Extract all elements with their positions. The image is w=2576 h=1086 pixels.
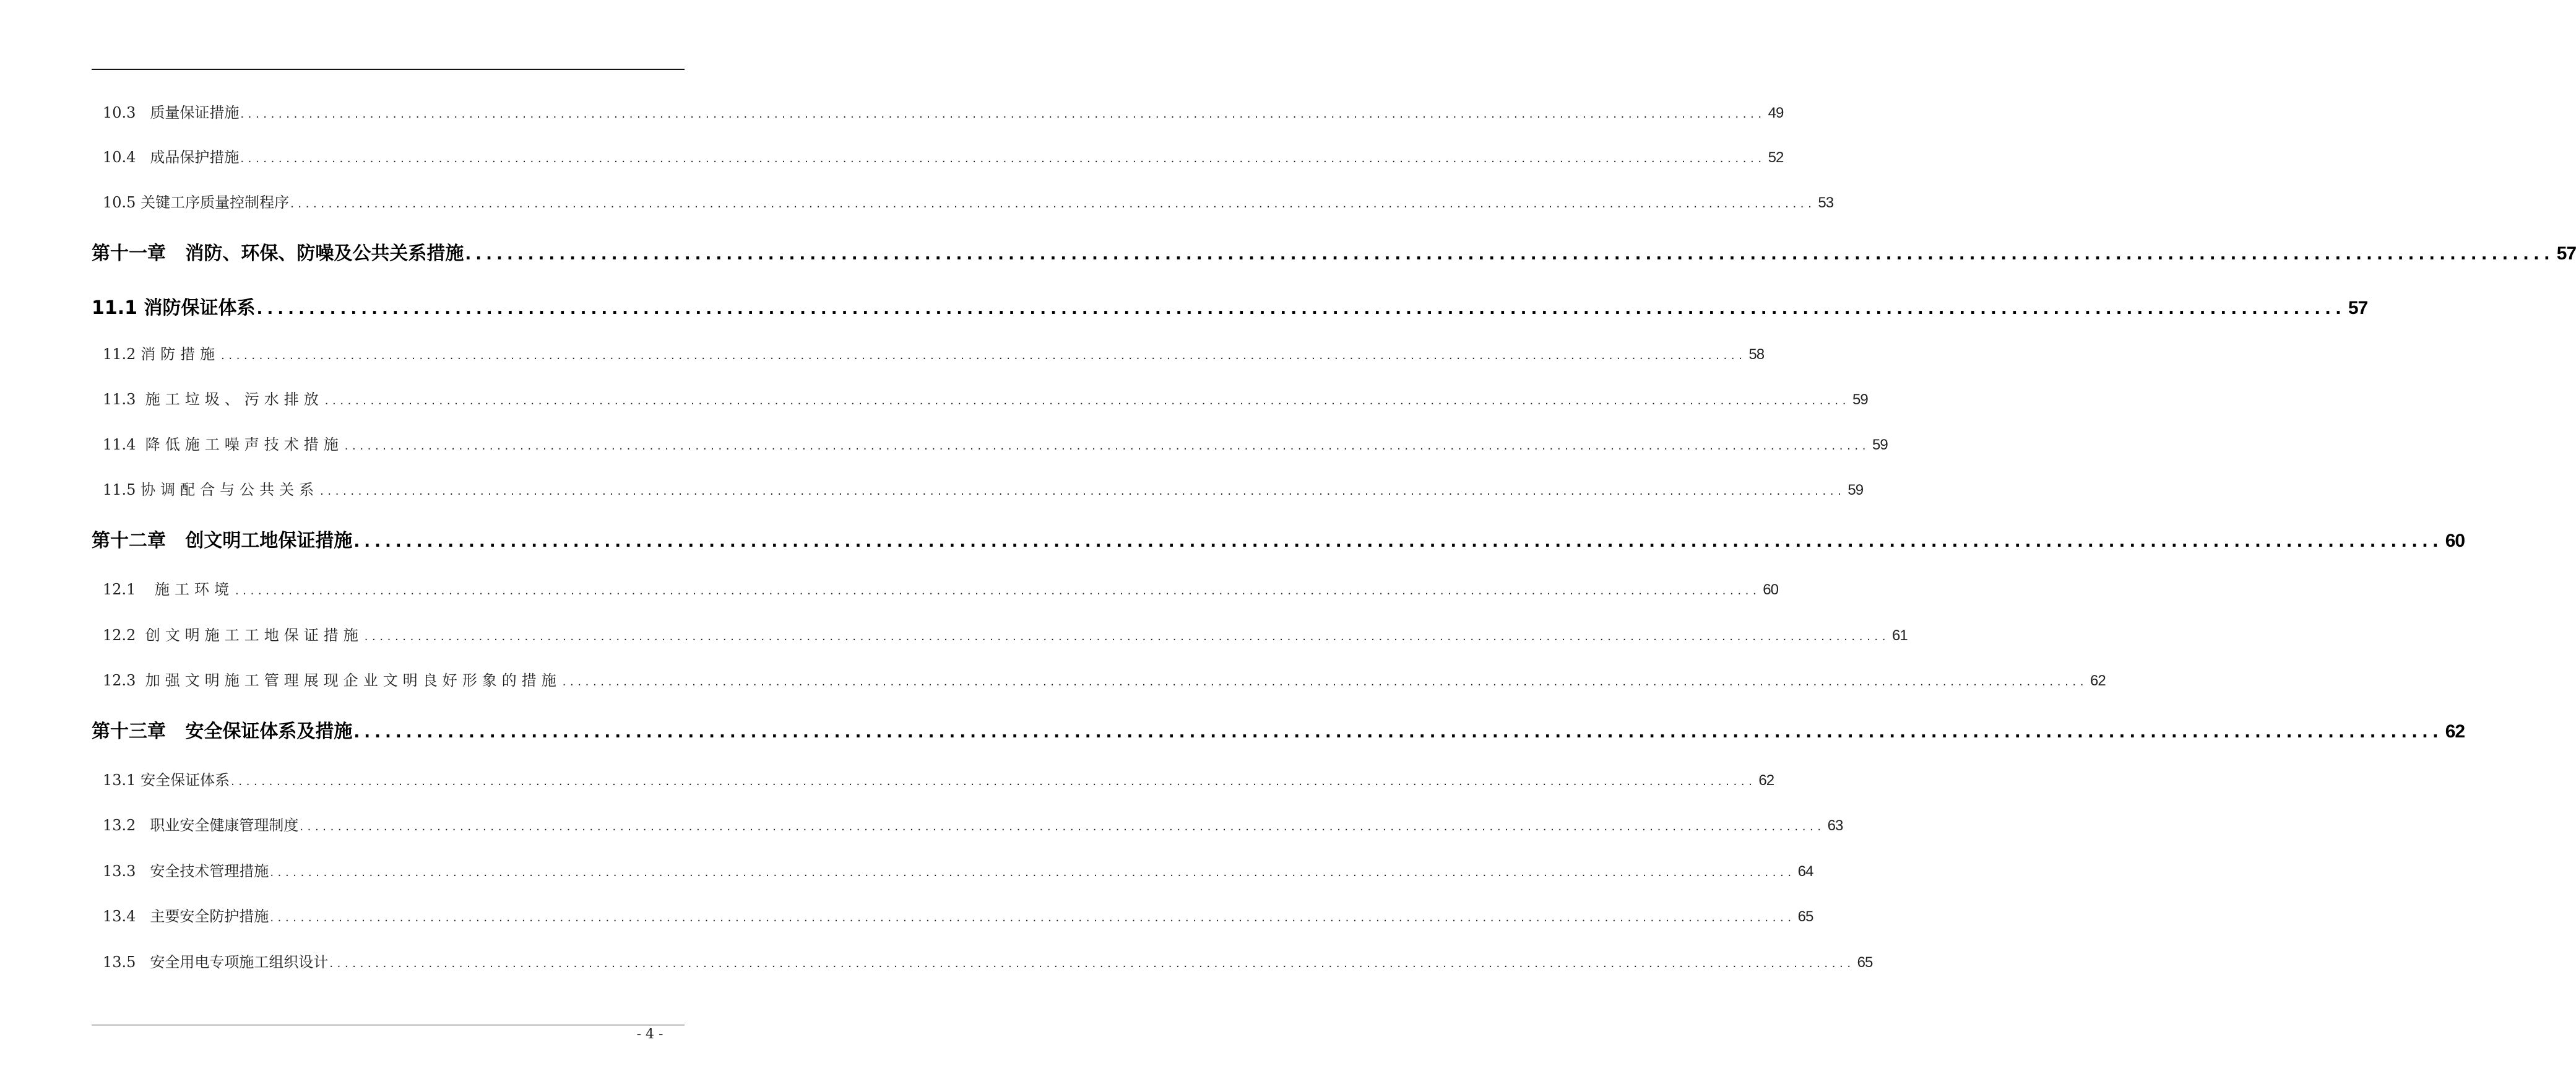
toc-section-entry[interactable] [103, 577, 1778, 599]
toc-dot-leader: ........................................................................................................................................................................................................ [256, 300, 2346, 318]
toc-entry-title: 安全保证体系 [140, 771, 230, 789]
toc-entry-number: 11.2 [103, 345, 136, 363]
toc-entry-page: 59 [1872, 437, 1888, 453]
toc-entry-title: 协调配合与公共关系 [140, 481, 319, 498]
toc-entry-number: 11.3 [103, 391, 136, 408]
toc-entry-page: 52 [1768, 149, 1784, 166]
toc-entry-page: 53 [1818, 194, 1834, 211]
toc-section-entry[interactable] [103, 190, 1834, 212]
toc-entry-title: 降低施工噪声技术措施 [145, 436, 344, 453]
header-rule [92, 69, 685, 70]
toc-entry-gap [136, 481, 140, 498]
toc-entry-page: 63 [1827, 817, 1843, 834]
toc-entry-page: 58 [1748, 346, 1765, 363]
toc-entry-number: 12.2 [103, 627, 136, 644]
toc-dot-leader: ........................................................................................................................................................................................................ [324, 394, 1851, 407]
toc-dot-leader: ........................................................................................................................................................................................................ [353, 532, 2443, 551]
toc-entry-number: 11.1 [92, 297, 138, 319]
toc-entry-gap [166, 243, 185, 264]
toc-section-entry[interactable] [103, 432, 1888, 454]
toc-section-entry[interactable] [103, 387, 1868, 409]
toc-entry-number: 13.3 [103, 862, 136, 880]
toc-dot-leader: ........................................................................................................................................................................................................ [364, 630, 1890, 643]
toc-entry-gap [136, 817, 150, 834]
toc-entry-number: 第十一章 [92, 243, 166, 264]
toc-entry-gap [136, 581, 155, 598]
toc-dot-leader: ........................................................................................................................................................................................................ [240, 152, 1766, 165]
toc-entry-number: 11.4 [103, 436, 136, 453]
toc-entry-gap [136, 345, 140, 363]
toc-entry-title: 安全技术管理措施 [150, 862, 269, 880]
toc-entry-gap [136, 436, 145, 453]
toc-entry-title: 施工垃圾、污水排放 [145, 391, 324, 408]
toc-entry-title: 消防保证体系 [144, 297, 256, 319]
toc-dot-leader: ........................................................................................................................................................................................................ [465, 245, 2554, 264]
toc-entry-gap [136, 627, 145, 644]
toc-entry-title: 消防措施 [140, 345, 220, 363]
toc-section-entry[interactable] [103, 342, 1765, 363]
toc-entry-gap [136, 104, 150, 121]
toc-entry-page: 62 [1758, 772, 1774, 789]
toc-entry-page: 57 [2348, 298, 2368, 318]
toc-dot-leader: ........................................................................................................................................................................................................ [235, 584, 1761, 597]
toc-dot-leader: ........................................................................................................................................................................................................ [344, 440, 1870, 453]
toc-section-entry[interactable] [103, 668, 2106, 690]
toc-section-entry[interactable] [103, 100, 1784, 122]
toc-dot-leader: ........................................................................................................................................................................................................ [231, 775, 1757, 788]
toc-entry-page: 65 [1797, 908, 1813, 925]
toc-entry-page: 59 [1852, 391, 1868, 408]
toc-entry-number: 12.1 [103, 581, 136, 598]
toc-dot-leader: ........................................................................................................................................................................................................ [300, 820, 1825, 833]
toc-entry-gap [136, 862, 150, 880]
toc-dot-leader: ........................................................................................................................................................................................................ [562, 675, 2088, 689]
toc-dot-leader: ........................................................................................................................................................................................................ [270, 866, 1796, 879]
toc-entry-gap [136, 771, 140, 789]
toc-entry-title: 加强文明施工管理展现企业文明良好形象的措施 [145, 672, 561, 689]
toc-chapter-entry[interactable] [92, 238, 2576, 265]
toc-entry-title: 施工环境 [154, 581, 234, 598]
page-number: - 4 - [636, 1027, 663, 1042]
toc-entry-page: 62 [2090, 672, 2106, 689]
toc-entry-page: 62 [2445, 721, 2465, 742]
toc-entry-number: 10.3 [103, 104, 136, 121]
toc-entry-number: 13.4 [103, 908, 136, 925]
toc-entry-title: 消防、环保、防噪及公共关系措施 [185, 243, 464, 264]
toc-entry-title: 职业安全健康管理制度 [150, 817, 299, 834]
toc-entry-page: 60 [1763, 581, 1778, 598]
toc-entry-gap [166, 721, 185, 742]
toc-section-entry[interactable] [103, 813, 1843, 835]
toc-section-entry[interactable] [103, 145, 1784, 167]
toc-entry-gap [136, 149, 150, 166]
toc-chapter-entry[interactable] [92, 716, 2465, 743]
toc-entry-page: 60 [2445, 531, 2465, 551]
toc-entry-page: 65 [1857, 954, 1873, 971]
toc-entry-number: 第十三章 [92, 721, 166, 742]
toc-entry-gap [166, 530, 185, 552]
toc-entry-title: 创文明施工工地保证措施 [145, 627, 363, 644]
toc-entry-number: 12.3 [103, 672, 136, 689]
toc-entry-number: 10.4 [103, 149, 136, 166]
toc-section-entry[interactable] [103, 950, 1873, 971]
toc-entry-title: 质量保证措施 [150, 104, 240, 121]
toc-entry-gap [136, 672, 145, 689]
toc-entry-number: 11.5 [103, 481, 136, 498]
toc-entry-title: 成品保护措施 [150, 149, 240, 166]
toc-section-entry[interactable] [103, 859, 1813, 880]
toc-entry-page: 57 [2556, 243, 2576, 264]
toc-chapter-entry[interactable] [92, 525, 2465, 552]
toc-dot-leader: ........................................................................................................................................................................................................ [290, 198, 1816, 211]
toc-entry-title: 创文明工地保证措施 [185, 530, 353, 552]
toc-section-entry[interactable] [103, 477, 1864, 499]
toc-entry-page: 59 [1848, 482, 1864, 498]
toc-dot-leader: ........................................................................................................................................................................................................ [270, 911, 1796, 924]
toc-entry-gap [136, 391, 145, 408]
toc-dot-leader: ........................................................................................................................................................................................................ [320, 485, 1846, 498]
toc-entry-number: 13.1 [103, 771, 136, 789]
toc-section-entry[interactable] [103, 768, 1774, 789]
toc-chapter-entry[interactable] [92, 292, 2368, 319]
toc-section-entry[interactable] [103, 623, 1908, 645]
toc-entry-gap [136, 908, 150, 925]
toc-entry-number: 13.2 [103, 817, 136, 834]
toc-dot-leader: ........................................................................................................................................................................................................ [221, 349, 1747, 362]
toc-dot-leader: ........................................................................................................................................................................................................ [329, 957, 1855, 970]
toc-dot-leader: ........................................................................................................................................................................................................ [240, 108, 1766, 121]
toc-entry-title: 安全用电专项施工组织设计 [150, 954, 329, 971]
toc-entry-number: 10.5 [103, 194, 136, 211]
toc-entry-title: 主要安全防护措施 [150, 908, 269, 925]
toc-section-entry[interactable] [103, 904, 1813, 926]
toc-entry-title: 安全保证体系及措施 [185, 721, 353, 742]
toc-entry-page: 64 [1797, 863, 1813, 880]
toc-entry-gap [136, 954, 150, 971]
toc-entry-page: 49 [1768, 105, 1784, 121]
toc-entry-gap [136, 194, 140, 211]
toc-entry-gap [137, 297, 144, 319]
toc-dot-leader: ........................................................................................................................................................................................................ [353, 723, 2443, 742]
toc-entry-title: 关键工序质量控制程序 [140, 194, 290, 211]
toc-entry-number: 13.5 [103, 954, 136, 971]
toc-entry-number: 第十二章 [92, 530, 166, 552]
toc-entry-page: 61 [1892, 627, 1908, 644]
